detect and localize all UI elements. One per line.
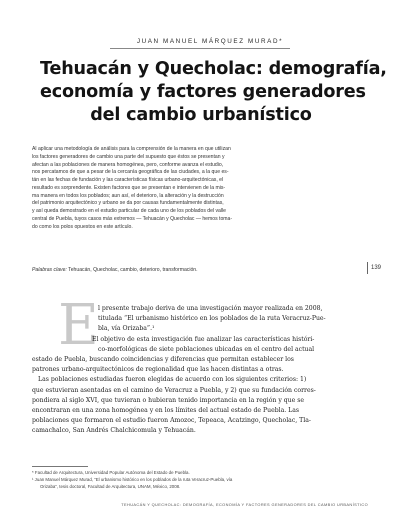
body-line: encontraran en una zona homogénea y en los límites del actual estado de Puebla. Las xyxy=(32,407,300,415)
title-line: del cambio urbanístico xyxy=(90,105,312,125)
keywords-label: Palabras clave: xyxy=(32,267,67,273)
running-footer: TEHUACÁN Y QUECHOLAC: DEMOGRAFÍA, ECONOMÍA Y FACTORES GENERADORES DEL CAMBIO URBANÍSTICO xyxy=(121,502,368,507)
abstract-line: do como los polos opuestos en este artículo. xyxy=(32,223,133,230)
body-line: pondiera al siglo XVI, que tuvieran o hubieran tenido importancia en la región y que se xyxy=(32,396,304,404)
drop-cap: E xyxy=(58,293,99,358)
abstract-line: central de Puebla, tuyos casos más extremos — Tehuacán y Quecholac — hemos toma- xyxy=(32,215,233,222)
author-divider xyxy=(110,48,290,49)
title-line: economía y factores generadores xyxy=(40,82,366,102)
body-line: Las poblaciones estudiadas fueron elegidas de acuerdo con los siguientes criterios: 1) xyxy=(38,376,307,384)
abstract-line: y así queda demostrado en el estudio particular de cada uno de los poblados del valle xyxy=(32,208,226,214)
abstract-line: ma manera en todos los poblados; aun así, el deterioro, la alteración y la destrucción xyxy=(32,192,224,199)
body-line: que estuvieran asentadas en el camino de Veracruz a Puebla, y 2) que su fundación corres- xyxy=(32,386,316,394)
footnote-line: * Facultad de Arquitectura, Universidad Popular Autónoma del Estado de Puebla. xyxy=(32,470,190,475)
abstract-line: los factores generadores de cambio una parte del supuesto que éstos se presentan y xyxy=(32,153,225,160)
body-line: El objetivo de esta investigación fue analizar las características históri- xyxy=(92,335,315,343)
body-line: co-morfológicas de siete poblaciones ubicadas en el centro del actual xyxy=(98,345,315,353)
author-name: JUAN MANUEL MÁRQUEZ MURAD* xyxy=(136,38,284,45)
abstract-line: resultado es sorprendente. Existen factores que se presentan e intervienen de la mis- xyxy=(32,184,226,191)
footnotes xyxy=(32,469,368,490)
keywords xyxy=(32,267,368,273)
page-number: 139 xyxy=(371,265,382,271)
abstract-line: afectan a las poblaciones de manera homogénea, pero, conforme avanza el estudio, xyxy=(32,161,224,168)
body-line: l presente trabajo deriva de una investigación mayor realizada en 2008, xyxy=(98,305,323,312)
keywords-text: Tehuacán, Quecholac, cambio, deterioro, transformación. xyxy=(66,267,198,273)
abstract-line: del patrimonio arquitectónico y urbano se da por causas fundamentalmente distintas, xyxy=(32,200,224,207)
body-line: bla, vía Orizaba”.¹ xyxy=(98,325,155,333)
body-line: patrones urbano-arquitectónicos de regionalidad que las hacen distintas a otras. xyxy=(32,366,284,374)
body-line: titulada “El urbanismo histórico en los poblados de la ruta Veracruz-Pue- xyxy=(98,315,326,323)
body-line: estado de Puebla, buscando coincidencias y diferencias que permitan establecer los xyxy=(32,356,294,364)
abstract-line: tán en las fechas de fundación y las características físicas urbano-arquitectónicas, el xyxy=(32,177,224,183)
footnote-line: Orizaba”, tesis doctoral, Facultad de Arquitectura, UNAM, México, 2008. xyxy=(40,484,181,489)
page-number-divider xyxy=(367,262,368,274)
footnote-line: ¹ Juan Manuel Márquez Murad, “El urbanismo histórico en los poblados de la ruta Veracruz-Puebla, vía xyxy=(32,477,233,482)
body-line: camachalco, San Andrés Chalchicomula y Tehuacán. xyxy=(32,427,196,435)
body-text xyxy=(32,304,368,437)
abstract-line: nos percatamos de que a pesar de la cercanía geográfica de las ciudades, a la que es- xyxy=(32,169,229,176)
article-title xyxy=(40,58,387,127)
abstract xyxy=(32,146,368,231)
abstract-line: Al aplicar una metodología de análisis para la comprensión de la manera en que utilizan xyxy=(32,146,231,152)
title-line: Tehuacán y Quecholac: demografía, xyxy=(40,59,387,79)
footnote-divider xyxy=(32,466,88,467)
body-line: poblaciones que formaron el estudio fueron Amozoc, Tepeaca, Acatzingo, Quecholac, Tla- xyxy=(32,417,311,425)
